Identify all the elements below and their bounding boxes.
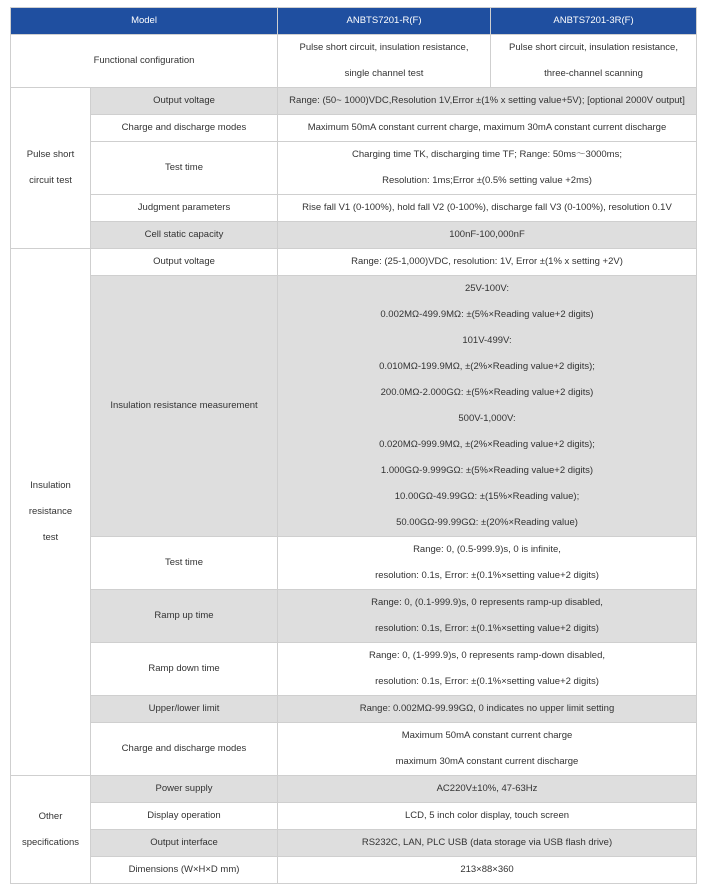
spec-table bbox=[10, 7, 697, 884]
param-name: Judgment parameters bbox=[91, 195, 278, 222]
param-value bbox=[278, 643, 697, 696]
param-name: Charge and discharge modes bbox=[91, 115, 278, 142]
insulation-row bbox=[11, 590, 697, 643]
value-line: 500V-1,000V: bbox=[458, 413, 516, 424]
value-line: Range: 0, (0.1-999.9)s, 0 represents ramp-up disabled, bbox=[371, 597, 603, 608]
param-value bbox=[278, 195, 697, 222]
value-line: Range: 0.002MΩ-99.99GΩ, 0 indicates no upper limit setting bbox=[359, 703, 615, 714]
param-name: Ramp up time bbox=[91, 590, 278, 643]
param-value bbox=[278, 590, 697, 643]
insulation-row bbox=[11, 643, 697, 696]
pulse-group-line: Pulse short bbox=[26, 149, 75, 160]
header-row bbox=[11, 8, 697, 35]
functional-col1-line: Pulse short circuit, insulation resistance, bbox=[299, 42, 469, 53]
value-line: Range: 0, (1-999.9)s, 0 represents ramp-down disabled, bbox=[368, 650, 606, 661]
value-line: 101V-499V: bbox=[462, 335, 512, 346]
param-value bbox=[278, 249, 697, 276]
value-line: 1.000GΩ-9.999GΩ: ±(5%×Reading value+2 digits) bbox=[380, 465, 594, 476]
functional-col1-line: single channel test bbox=[344, 68, 424, 79]
param-value bbox=[278, 857, 697, 884]
value-line: Maximum 50mA constant current charge, maximum 30mA constant current discharge bbox=[307, 122, 667, 133]
other-group-line: specifications bbox=[21, 836, 80, 848]
value-line: resolution: 0.1s, Error: ±(0.1%×setting value+2 digits) bbox=[375, 623, 599, 634]
param-value bbox=[278, 696, 697, 723]
header-col1: ANBTS7201-R(F) bbox=[278, 8, 491, 35]
value-line: AC220V±10%, 47-63Hz bbox=[436, 783, 538, 794]
header-col2: ANBTS7201-3R(F) bbox=[491, 8, 697, 35]
param-value bbox=[278, 723, 697, 776]
other-row bbox=[11, 857, 697, 884]
value-line: Range: 0, (0.5-999.9)s, 0 is infinite, bbox=[413, 544, 561, 555]
pulse-group-label bbox=[11, 88, 91, 249]
value-line: 50.00GΩ-99.99GΩ: ±(20%×Reading value) bbox=[396, 517, 578, 528]
param-value bbox=[278, 222, 697, 249]
header-model: Model bbox=[11, 8, 278, 35]
param-name: Charge and discharge modes bbox=[91, 723, 278, 776]
functional-label: Functional configuration bbox=[11, 35, 278, 88]
value-line: Range: (50~ 1000)VDC,Resolution 1V,Error ±(1% x setting value+5V); [optional 2000V output] bbox=[289, 95, 685, 106]
param-value bbox=[278, 537, 697, 590]
value-line: 10.00GΩ-49.99GΩ: ±(15%×Reading value); bbox=[394, 491, 580, 502]
pulse-row bbox=[11, 222, 697, 249]
insulation-group-line: Insulation bbox=[30, 480, 71, 491]
value-line: 0.020MΩ-999.9MΩ, ±(2%×Reading value+2 digits); bbox=[379, 439, 595, 450]
value-line: 213×88×360 bbox=[460, 864, 514, 875]
pulse-row bbox=[11, 195, 697, 222]
param-value bbox=[278, 803, 697, 830]
other-row bbox=[11, 776, 697, 803]
pulse-row bbox=[11, 142, 697, 195]
insulation-group-line: test bbox=[42, 532, 59, 543]
value-line: 100nF-100,000nF bbox=[449, 229, 525, 240]
insulation-row bbox=[11, 537, 697, 590]
pulse-row bbox=[11, 115, 697, 142]
param-name: Test time bbox=[91, 142, 278, 195]
param-value bbox=[278, 142, 697, 195]
value-line: Maximum 50mA constant current charge bbox=[401, 730, 573, 741]
param-value bbox=[278, 776, 697, 803]
value-line: Range: (25-1,000)VDC, resolution: 1V, Error ±(1% x setting +2V) bbox=[351, 256, 623, 267]
param-value bbox=[278, 276, 697, 537]
value-line: RS232C, LAN, PLC USB (data storage via USB flash drive) bbox=[361, 837, 613, 848]
functional-row bbox=[11, 35, 697, 88]
param-value bbox=[278, 88, 697, 115]
value-line: resolution: 0.1s, Error: ±(0.1%×setting value+2 digits) bbox=[375, 570, 599, 581]
param-name: Insulation resistance measurement bbox=[91, 276, 278, 537]
functional-col2 bbox=[491, 35, 697, 88]
insulation-group-line: resistance bbox=[28, 506, 73, 517]
functional-col2-line: Pulse short circuit, insulation resistance, bbox=[509, 42, 678, 53]
param-name: Output interface bbox=[91, 830, 278, 857]
insulation-row bbox=[11, 249, 697, 276]
param-name: Test time bbox=[91, 537, 278, 590]
other-group-line: Other bbox=[38, 810, 63, 822]
param-name: Power supply bbox=[91, 776, 278, 803]
other-row bbox=[11, 830, 697, 857]
pulse-group-line: circuit test bbox=[29, 175, 72, 186]
value-line: Charging time TK, discharging time TF; Range: 50ms～3000ms; bbox=[352, 149, 622, 160]
value-line: 0.002MΩ-499.9MΩ: ±(5%×Reading value+2 digits) bbox=[380, 309, 594, 320]
value-line: 25V-100V: bbox=[464, 283, 510, 294]
value-line: LCD, 5 inch color display, touch screen bbox=[404, 810, 570, 821]
value-line: 0.010MΩ-199.9MΩ, ±(2%×Reading value+2 digits); bbox=[379, 361, 595, 372]
param-name: Upper/lower limit bbox=[91, 696, 278, 723]
other-group-label bbox=[11, 776, 91, 884]
param-name: Display operation bbox=[91, 803, 278, 830]
value-line: 200.0MΩ-2.000GΩ: ±(5%×Reading value+2 digits) bbox=[380, 387, 594, 398]
param-value bbox=[278, 115, 697, 142]
pulse-row bbox=[11, 88, 697, 115]
param-name: Dimensions (W×H×D mm) bbox=[91, 857, 278, 884]
value-line: resolution: 0.1s, Error: ±(0.1%×setting value+2 digits) bbox=[375, 676, 599, 687]
param-value bbox=[278, 830, 697, 857]
functional-col1 bbox=[278, 35, 491, 88]
param-name: Output voltage bbox=[91, 249, 278, 276]
functional-col2-line: three-channel scanning bbox=[544, 68, 643, 79]
insulation-group-label bbox=[11, 249, 91, 776]
value-line: Resolution: 1ms;Error ±(0.5% setting value +2ms) bbox=[382, 175, 592, 186]
insulation-row bbox=[11, 696, 697, 723]
insulation-row bbox=[11, 723, 697, 776]
value-line: maximum 30mA constant current discharge bbox=[395, 756, 579, 767]
other-row bbox=[11, 803, 697, 830]
param-name: Cell static capacity bbox=[91, 222, 278, 249]
param-name: Output voltage bbox=[91, 88, 278, 115]
insulation-row bbox=[11, 276, 697, 537]
value-line: Rise fall V1 (0-100%), hold fall V2 (0-100%), discharge fall V3 (0-100%), resolution 0.1V bbox=[302, 202, 672, 213]
param-name: Ramp down time bbox=[91, 643, 278, 696]
